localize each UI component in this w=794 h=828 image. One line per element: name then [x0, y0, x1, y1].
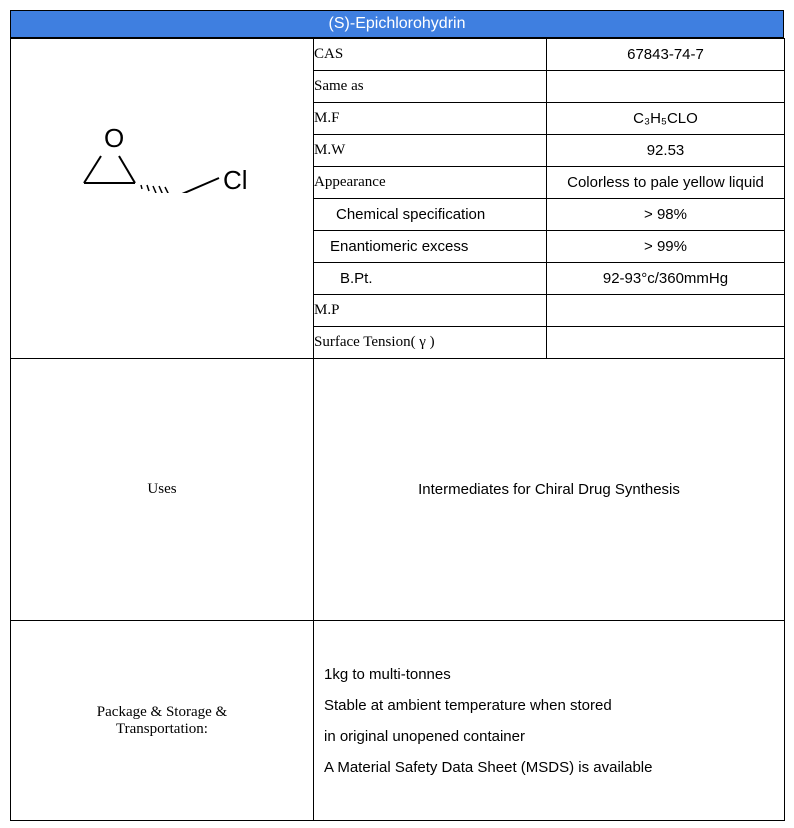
uses-label: Uses: [11, 359, 314, 621]
product-spec-sheet: [10, 10, 784, 822]
property-label: Chemical specification: [314, 199, 547, 231]
table-row: [11, 621, 785, 821]
property-value: > 99%: [547, 231, 785, 263]
chlorine-atom-label: Cl: [223, 165, 248, 193]
package-line: A Material Safety Data Sheet (MSDS) is available: [324, 758, 653, 776]
property-value: 92.53: [547, 135, 785, 167]
property-label: B.Pt.: [314, 263, 547, 295]
property-label: M.W: [314, 135, 547, 167]
chemical-structure-image: [71, 123, 271, 193]
package-value: [314, 621, 785, 821]
property-label: Surface Tension( γ ): [314, 327, 547, 359]
property-label: M.F: [314, 103, 547, 135]
oxygen-atom-label: O: [104, 123, 125, 153]
table-row: [11, 39, 785, 71]
package-line: Stable at ambient temperature when stored: [324, 696, 612, 714]
property-value: > 98%: [547, 199, 785, 231]
property-value: [547, 295, 785, 327]
package-line: 1kg to multi-tonnes: [324, 665, 451, 683]
property-value: [547, 327, 785, 359]
package-line: in original unopened container: [324, 727, 525, 745]
package-label: [11, 621, 314, 821]
property-label: Same as: [314, 71, 547, 103]
property-value: 67843-74-7: [547, 39, 785, 71]
property-label: Appearance: [314, 167, 547, 199]
package-label-line: Transportation:: [116, 720, 208, 737]
property-label: Enantiomeric excess: [314, 231, 547, 263]
property-value: C₃H₅CLO: [547, 103, 785, 135]
structure-cell: [11, 39, 314, 359]
table-row: [11, 359, 785, 621]
page-title: (S)-Epichlorohydrin: [10, 10, 784, 38]
package-label-line: Package & Storage &: [96, 703, 228, 720]
spec-table: [10, 38, 785, 821]
property-label: M.P: [314, 295, 547, 327]
property-value: [547, 71, 785, 103]
property-label: CAS: [314, 39, 547, 71]
property-value: Colorless to pale yellow liquid: [547, 167, 785, 199]
uses-value: Intermediates for Chiral Drug Synthesis: [314, 359, 785, 621]
property-value: 92-93°c/360mmHg: [547, 263, 785, 295]
